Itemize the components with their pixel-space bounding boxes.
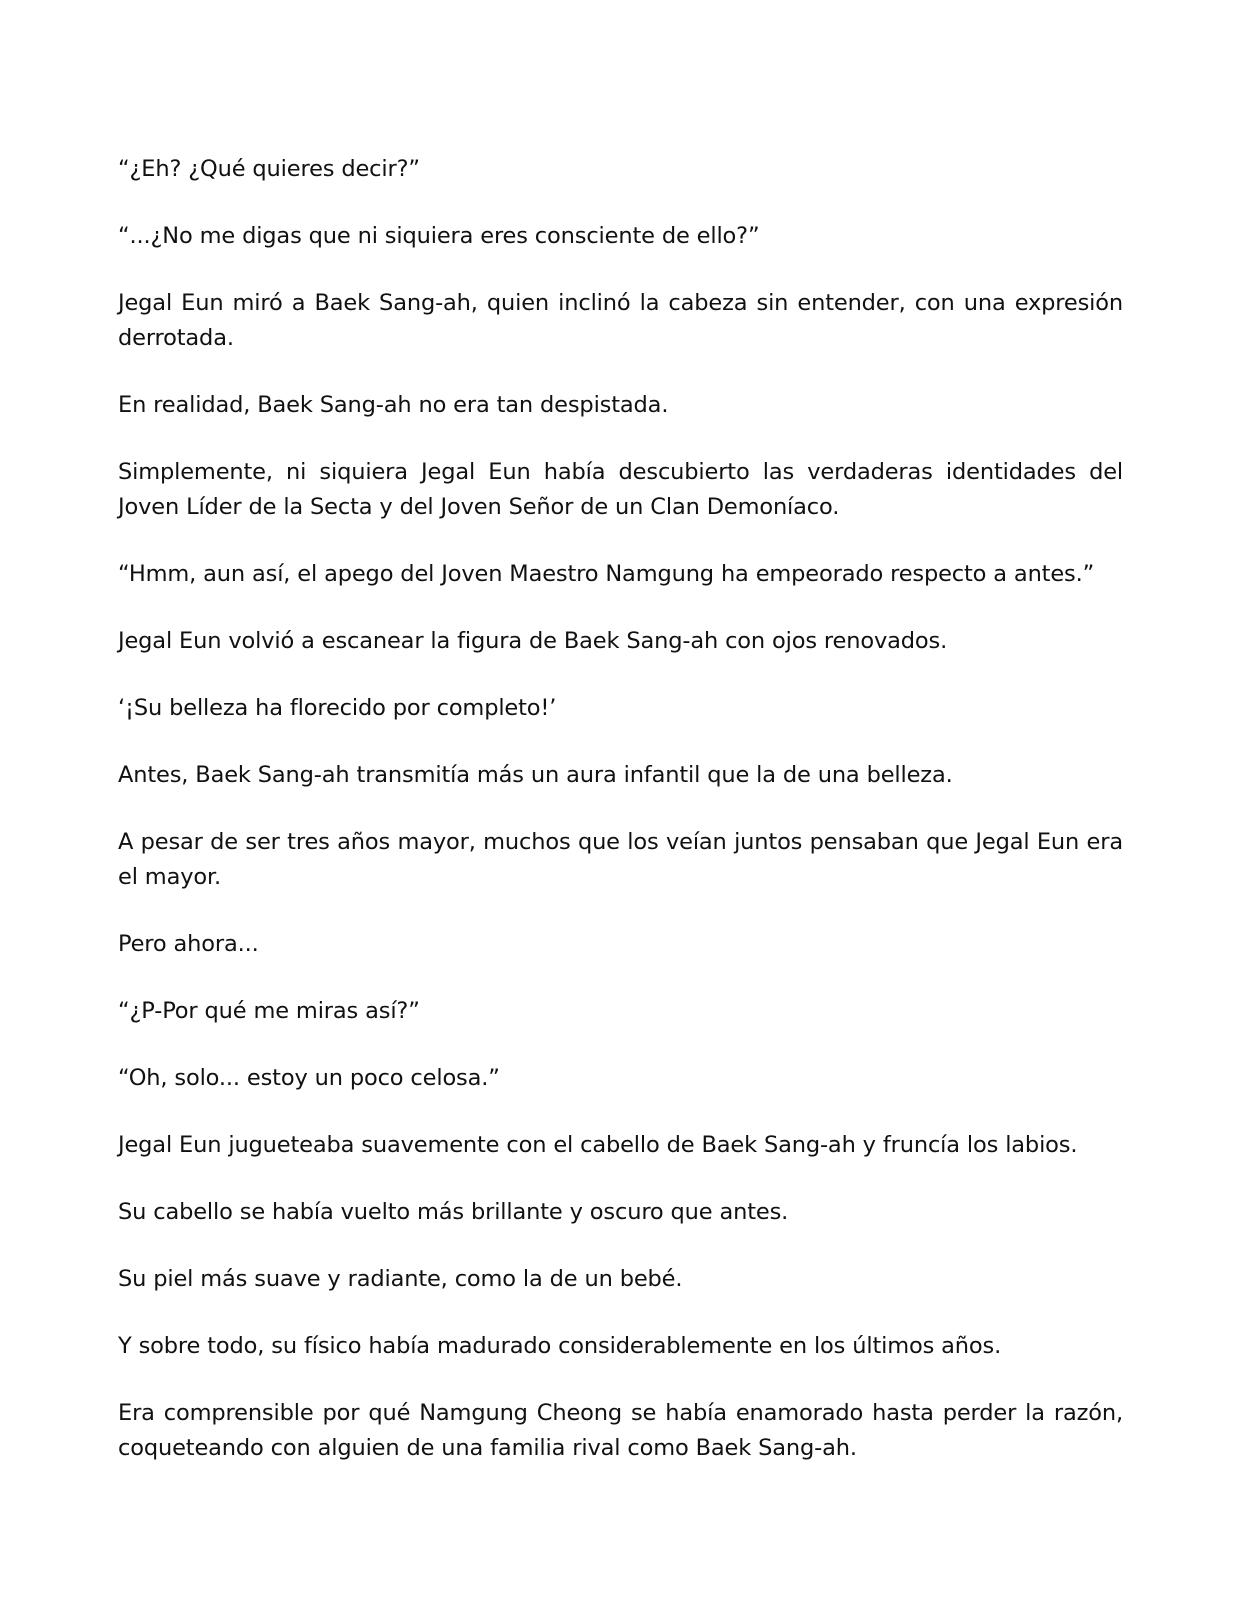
paragraph-2: “...¿No me digas que ni siquiera eres consciente de ello?” (118, 223, 760, 249)
paragraph-15: Su cabello se había vuelto más brillante y oscuro que antes. (118, 1199, 789, 1225)
document-body (118, 152, 1123, 1498)
paragraph-9: Antes, Baek Sang-ah transmitía más un aura infantil que la de una belleza. (118, 762, 953, 788)
paragraph-3: Jegal Eun miró a Baek Sang-ah, quien inclinó la cabeza sin entender, con una expresión derrotada. (118, 290, 1123, 351)
paragraph-10: A pesar de ser tres años mayor, muchos que los veían juntos pensaban que Jegal Eun era el mayor. (118, 829, 1123, 890)
paragraph-18: Era comprensible por qué Namgung Cheong se había enamorado hasta perder la razón, coqueteando con alguien de una familia rival como Baek Sang-ah. (118, 1400, 1123, 1461)
paragraph-7: Jegal Eun volvió a escanear la figura de Baek Sang-ah con ojos renovados. (118, 628, 948, 654)
paragraph-1: “¿Eh? ¿Qué quieres decir?” (118, 156, 420, 182)
paragraph-16: Su piel más suave y radiante, como la de un bebé. (118, 1266, 683, 1292)
paragraph-14: Jegal Eun jugueteaba suavemente con el cabello de Baek Sang-ah y fruncía los labios. (118, 1132, 1078, 1158)
paragraph-11: Pero ahora... (118, 931, 259, 957)
paragraph-8: ‘¡Su belleza ha florecido por completo!’ (118, 695, 557, 721)
paragraph-5: Simplemente, ni siquiera Jegal Eun había descubierto las verdaderas identidades del Joven Líder de la Secta y del Joven Señor de un Clan Demoníaco. (118, 459, 1123, 520)
paragraph-12: “¿P-Por qué me miras así?” (118, 998, 420, 1024)
paragraph-6: “Hmm, aun así, el apego del Joven Maestro Namgung ha empeorado respecto a antes.” (118, 561, 1095, 587)
paragraph-17: Y sobre todo, su físico había madurado considerablemente en los últimos años. (118, 1333, 1002, 1359)
paragraph-13: “Oh, solo... estoy un poco celosa.” (118, 1065, 500, 1091)
paragraph-4: En realidad, Baek Sang-ah no era tan despistada. (118, 392, 669, 418)
